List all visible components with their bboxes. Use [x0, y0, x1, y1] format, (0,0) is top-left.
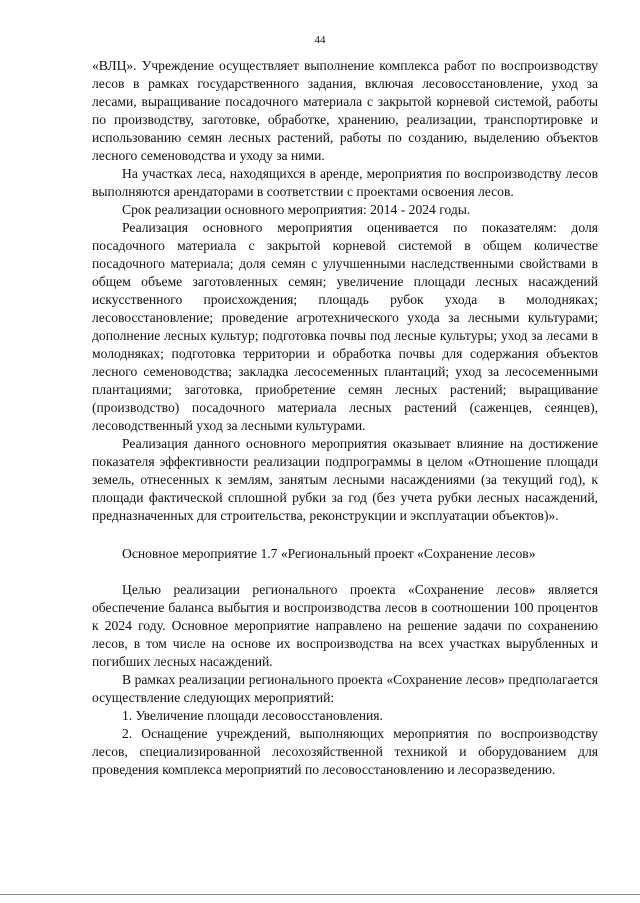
paragraph-indicators: Реализация основного мероприятия оценивается по показателям: доля посадочного материала с закрытой корневой системой в общем количестве посадочного материала; доля семян с улучшенными наследственными свойствами в общем объеме заготовленных семян; увеличение площади лесных насаждений искусственного происхождения; площадь рубок ухода в молодняках; лесовосстановление; проведение агротехнического ухода за лесными культурами; дополнение лесных культур; подготовка почвы под лесные культуры; уход за лесами в молодняках; подготовка территории и обработка почвы для содержания объектов лесного семеноводства; закладка лесосеменных плантаций; уход за лесосеменными плантациями; заготовка, приобретение семян лесных растений; выращивание (производство) посадочного материала лесных растений (саженцев, сеянцев), лесоводственный уход за лесными культурами.	[92, 220, 598, 433]
list-item-2: 2. Оснащение учреждений, выполняющих мероприятия по воспроизводству лесов, специализированной лесохозяйственной техникой и оборудованием для проведения комплекса мероприятий по лесовосстановлению и лесоразведению.	[92, 726, 598, 777]
bottom-divider	[0, 894, 640, 895]
paragraph-efficiency-impact: Реализация данного основного мероприятия оказывает влияние на достижение показателя эффективности реализации подпрограммы в целом «Отношение площади земель, отнесенных к землям, занятым лесными насаждениями (за текущий год), к площади фактической сплошной рубки за год (без учета рубки лесных насаждений, предназначенных для строительства, реконструкции и эксплуатации объектов)».	[92, 436, 598, 523]
section-heading: Основное мероприятие 1.7 «Региональный проект «Сохранение лесов»	[122, 546, 536, 561]
paragraph-vlc-institution: «ВЛЦ». Учреждение осуществляет выполнение комплекса работ по воспроизводству лесов в рамках государственного задания, включая лесовосстановление, уход за лесами, выращивание посадочного материала с закрытой корневой системой, работы по производству, заготовке, обработке, хранению, реализации, транспортировке и использованию семян лесных растений, работы по созданию, выделению объектов лесного семеноводства и уходу за ними.	[92, 58, 598, 163]
paragraph-leased-areas: На участках леса, находящихся в аренде, мероприятия по воспроизводству лесов выполняются арендаторами в соответствии с проектами освоения лесов.	[92, 166, 598, 199]
paragraph-project-goal: Целью реализации регионального проекта «Сохранение лесов» является обеспечение баланса выбытия и воспроизводства лесов в соотношении 100 процентов к 2024 году. Основное мероприятие направлено на решение задачи по сохранению лесов, в том числе на основе их воспроизводства на всех участках вырубленных и погибших лесных насаждений.	[92, 582, 598, 669]
document-body	[92, 57, 598, 779]
paragraph-implementation-period: Срок реализации основного мероприятия: 2014 - 2024 годы.	[122, 202, 471, 217]
list-item-1: 1. Увеличение площади лесовосстановления.	[122, 708, 383, 723]
page-number: 44	[314, 34, 326, 46]
paragraph-project-measures-intro: В рамках реализации регионального проекта «Сохранение лесов» предполагается осуществление следующих мероприятий:	[92, 672, 598, 705]
